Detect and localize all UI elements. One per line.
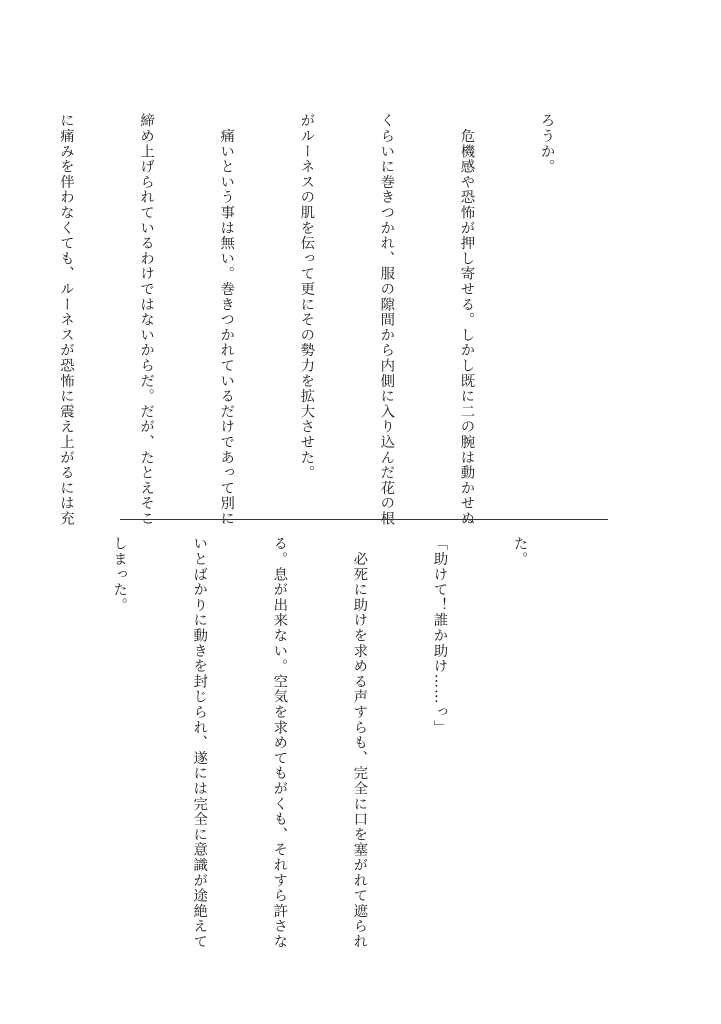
text-column: くらいに巻きつかれ、服の隙間から内側に入り込んだ花の根 [378, 113, 395, 527]
text-column: る。息が出来ない。空気を求めてもがくも、それすら許さな [271, 536, 288, 950]
text-column: ろうか。 [538, 113, 555, 175]
text-column: がルーネスの肌を伝って更にその勢力を拡大させた。 [298, 113, 315, 481]
text-column: た。 [511, 536, 528, 567]
section-divider [120, 519, 608, 520]
text-column: 「助けて！誰か助け……っ」 [431, 536, 448, 735]
text-column: いとばかりに動きを封じられ、遂には完全に意識が途絶えて [191, 536, 208, 950]
text-column: 締め上げられているわけではないからだ。だが、たとえそこ [138, 113, 155, 527]
text-column: 必死に助けを求める声すらも、完全に口を塞がれて遮られ [351, 536, 368, 950]
text-column: しまった。 [111, 536, 128, 613]
text-column: 痛いという事は無い。巻きつかれているだけであって別に [218, 113, 235, 527]
lower-text-block [52, 536, 586, 950]
text-column: 危機感や恐怖が押し寄せる。しかし既に二の腕は動かせぬ [458, 113, 475, 527]
text-column: に痛みを伴わなくても、ルーネスが恐怖に震え上がるには充 [57, 113, 74, 527]
upper-text-block [0, 113, 613, 527]
